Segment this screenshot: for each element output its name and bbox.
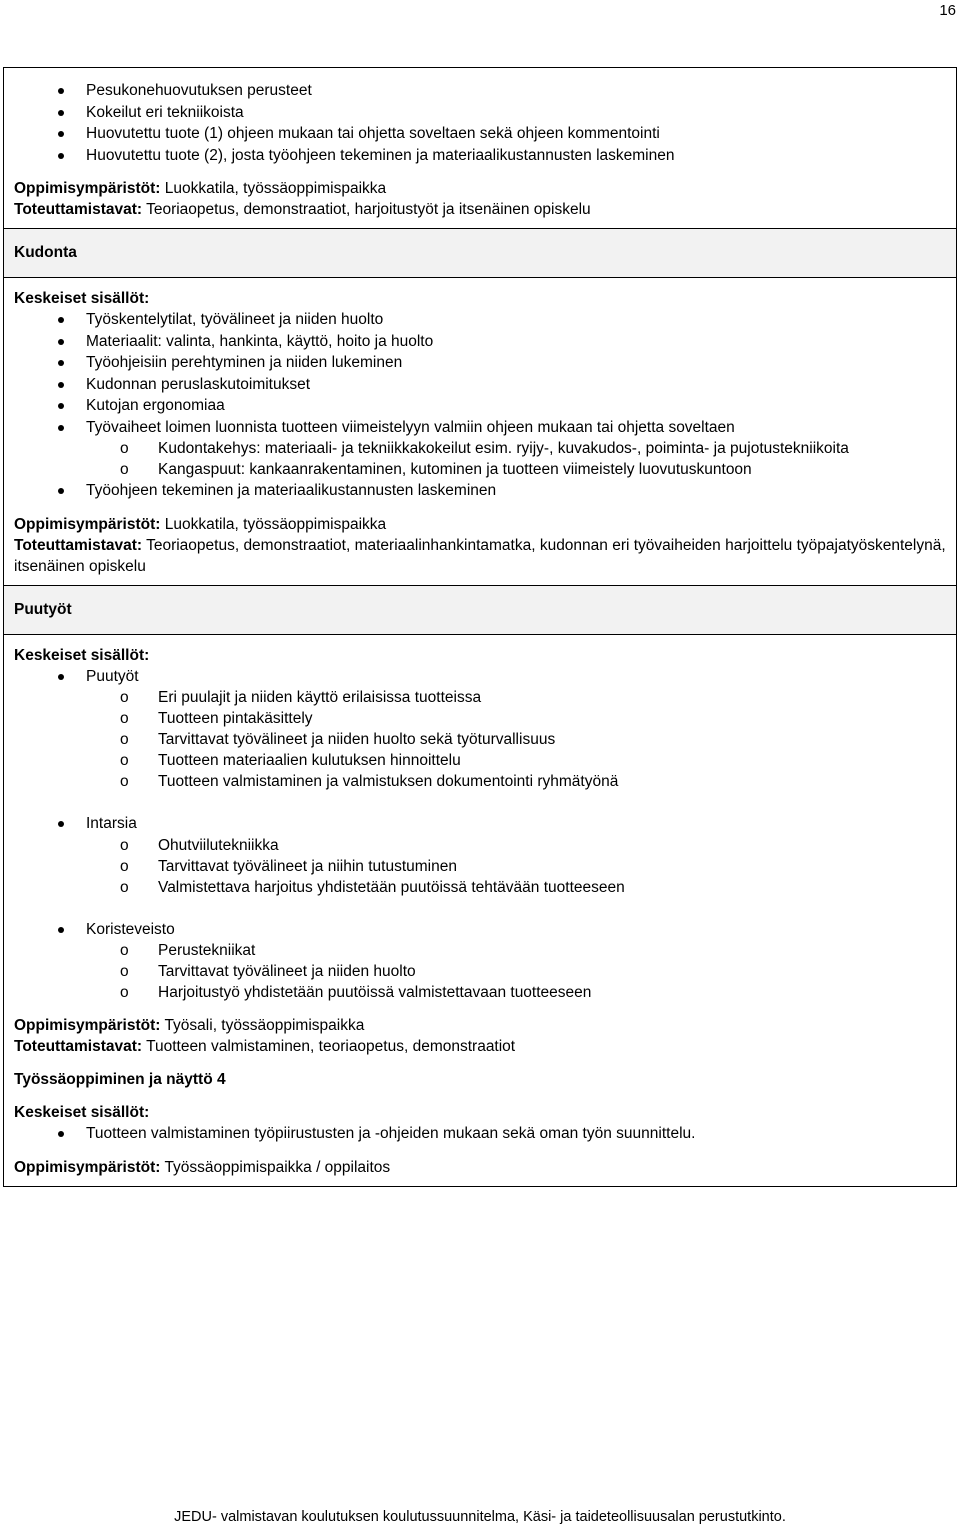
list-item: Huovutettu tuote (2), josta työohjeen tekeminen ja materiaalikustannusten laskeminen — [14, 145, 946, 167]
list-item: Kudonnan peruslaskutoimitukset — [14, 374, 946, 396]
section-body-kudonta — [4, 278, 957, 586]
sub-list-item: o Valmistettava harjoitus yhdistetään puutöissä tehtävään tuotteeseen — [86, 877, 946, 898]
section-body-puutyot — [4, 634, 957, 1186]
sub-list-item: o Tuotteen materiaalien kulutuksen hinnoittelu — [86, 750, 946, 771]
sub-list-item: o Tarvittavat työvälineet ja niiden huolto sekä työturvallisuus — [86, 729, 946, 750]
list-item: Pesukonehuovutuksen perusteet — [14, 80, 946, 102]
sub-list — [86, 940, 946, 1003]
intro-list — [14, 80, 946, 166]
key-contents-label: Keskeiset sisällöt: — [14, 646, 150, 664]
sub-list-item: o Kudontakehys: materiaali- ja tekniikkakokeilut esim. ryijy-, kuvakudos-, poiminta- ja pujotustekniikoita — [86, 438, 946, 459]
implementation-methods — [14, 535, 946, 577]
subsection-title: Työssäoppiminen ja näyttö 4 — [14, 1071, 226, 1088]
sub-list-item: o Eri puulajit ja niiden käyttö erilaisissa tuotteissa — [86, 687, 946, 708]
section-title: Kudonta — [14, 244, 77, 261]
list-item: Huovutettu tuote (1) ohjeen mukaan tai ohjetta soveltaen sekä ohjeen kommentointi — [14, 123, 946, 145]
list-item-text: Koristeveisto — [86, 920, 175, 938]
sub-list-item: o Tuotteen valmistaminen ja valmistuksen dokumentointi ryhmätyönä — [86, 771, 946, 792]
value: Teoriaopetus, demonstraatiot, harjoitustyöt ja itsenäinen opiskelu — [142, 201, 591, 218]
key-contents-label: Keskeiset sisällöt: — [14, 1104, 150, 1121]
sub-list-item: o Ohutviilutekniikka — [86, 835, 946, 856]
list-item: Kokeilut eri tekniikoista — [14, 102, 946, 124]
label: Toteuttamistavat: — [14, 536, 143, 554]
list-item-text: Työvaiheet loimen luonnista tuotteen viimeistelyyn valmiin ohjeen mukaan tai ohjetta soveltaen — [86, 418, 735, 436]
sub-list — [86, 835, 946, 898]
label: Oppimisympäristöt: — [14, 180, 161, 197]
section-header-kudonta — [4, 229, 957, 278]
label: Oppimisympäristöt: — [14, 515, 161, 533]
sub-list-item: o Perustekniikat — [86, 940, 946, 961]
list-item: Työohjeisiin perehtyminen ja niiden lukeminen — [14, 352, 946, 374]
implementation-methods — [14, 199, 946, 220]
value: Luokkatila, työssäoppimispaikka — [160, 180, 387, 197]
value: Työsali, työssäoppimispaikka — [160, 1017, 365, 1034]
curriculum-table — [3, 67, 957, 1187]
sub-list-item: o Kangaspuut: kankaanrakentaminen, kutominen ja tuotteen viimeistely luovutuskuntoon — [86, 459, 946, 480]
label: Toteuttamistavat: — [14, 1038, 143, 1055]
tyossaoppiminen-list — [14, 1123, 946, 1145]
sub-list-item: o Tarvittavat työvälineet ja niihin tutustuminen — [86, 856, 946, 877]
section-title: Puutyöt — [14, 600, 72, 618]
list-item-text: Puutyöt — [86, 667, 139, 685]
page-footer: JEDU- valmistavan koulutuksen koulutussuunnitelma, Käsi- ja taideteollisuusalan perustutkinto. — [174, 1509, 786, 1525]
sub-list-item: o Tuotteen pintakäsittely — [86, 708, 946, 729]
list-item-text: Intarsia — [86, 815, 137, 832]
list-item: Työskentelytilat, työvälineet ja niiden huolto — [14, 309, 946, 331]
value: Työssäoppimispaikka / oppilaitos — [160, 1158, 391, 1176]
label: Oppimisympäristöt: — [14, 1017, 161, 1034]
learning-environments — [14, 178, 946, 199]
sub-list — [86, 687, 946, 792]
key-contents-label: Keskeiset sisällöt: — [14, 290, 150, 307]
value: Luokkatila, työssäoppimispaikka — [160, 515, 387, 533]
learning-environments — [14, 1157, 946, 1178]
implementation-methods — [14, 1036, 946, 1057]
sub-list-item: o Tarvittavat työvälineet ja niiden huolto — [86, 961, 946, 982]
sub-list — [86, 438, 946, 480]
learning-environments — [14, 514, 946, 535]
list-item — [14, 813, 946, 898]
list-item: Tuotteen valmistaminen työpiirustusten ja -ohjeiden mukaan sekä oman työn suunnittelu. — [14, 1123, 946, 1145]
intro-cell — [4, 68, 957, 229]
sub-list-item: o Harjoitustyö yhdistetään puutöissä valmistettavaan tuotteeseen — [86, 982, 946, 1003]
list-item — [14, 919, 946, 1004]
section-header-puutyot — [4, 585, 957, 634]
list-item — [14, 666, 946, 793]
list-item: Kutojan ergonomiaa — [14, 395, 946, 417]
value: Teoriaopetus, demonstraatiot, materiaalinhankintamatka, kudonnan eri työvaiheiden harjoittelu työpajatyöskentelynä, itsenäinen opiskelu — [14, 536, 946, 575]
list-item — [14, 417, 946, 481]
value: Tuotteen valmistaminen, teoriaopetus, demonstraatiot — [142, 1038, 516, 1055]
page-number: 16 — [939, 2, 956, 19]
list-item: Materiaalit: valinta, hankinta, käyttö, hoito ja huolto — [14, 331, 946, 353]
learning-environments — [14, 1015, 946, 1036]
puutyot-list — [14, 666, 946, 1004]
kudonta-list — [14, 309, 946, 502]
label: Toteuttamistavat: — [14, 201, 143, 218]
list-item: Työohjeen tekeminen ja materiaalikustannusten laskeminen — [14, 480, 946, 502]
label: Oppimisympäristöt: — [14, 1158, 161, 1176]
